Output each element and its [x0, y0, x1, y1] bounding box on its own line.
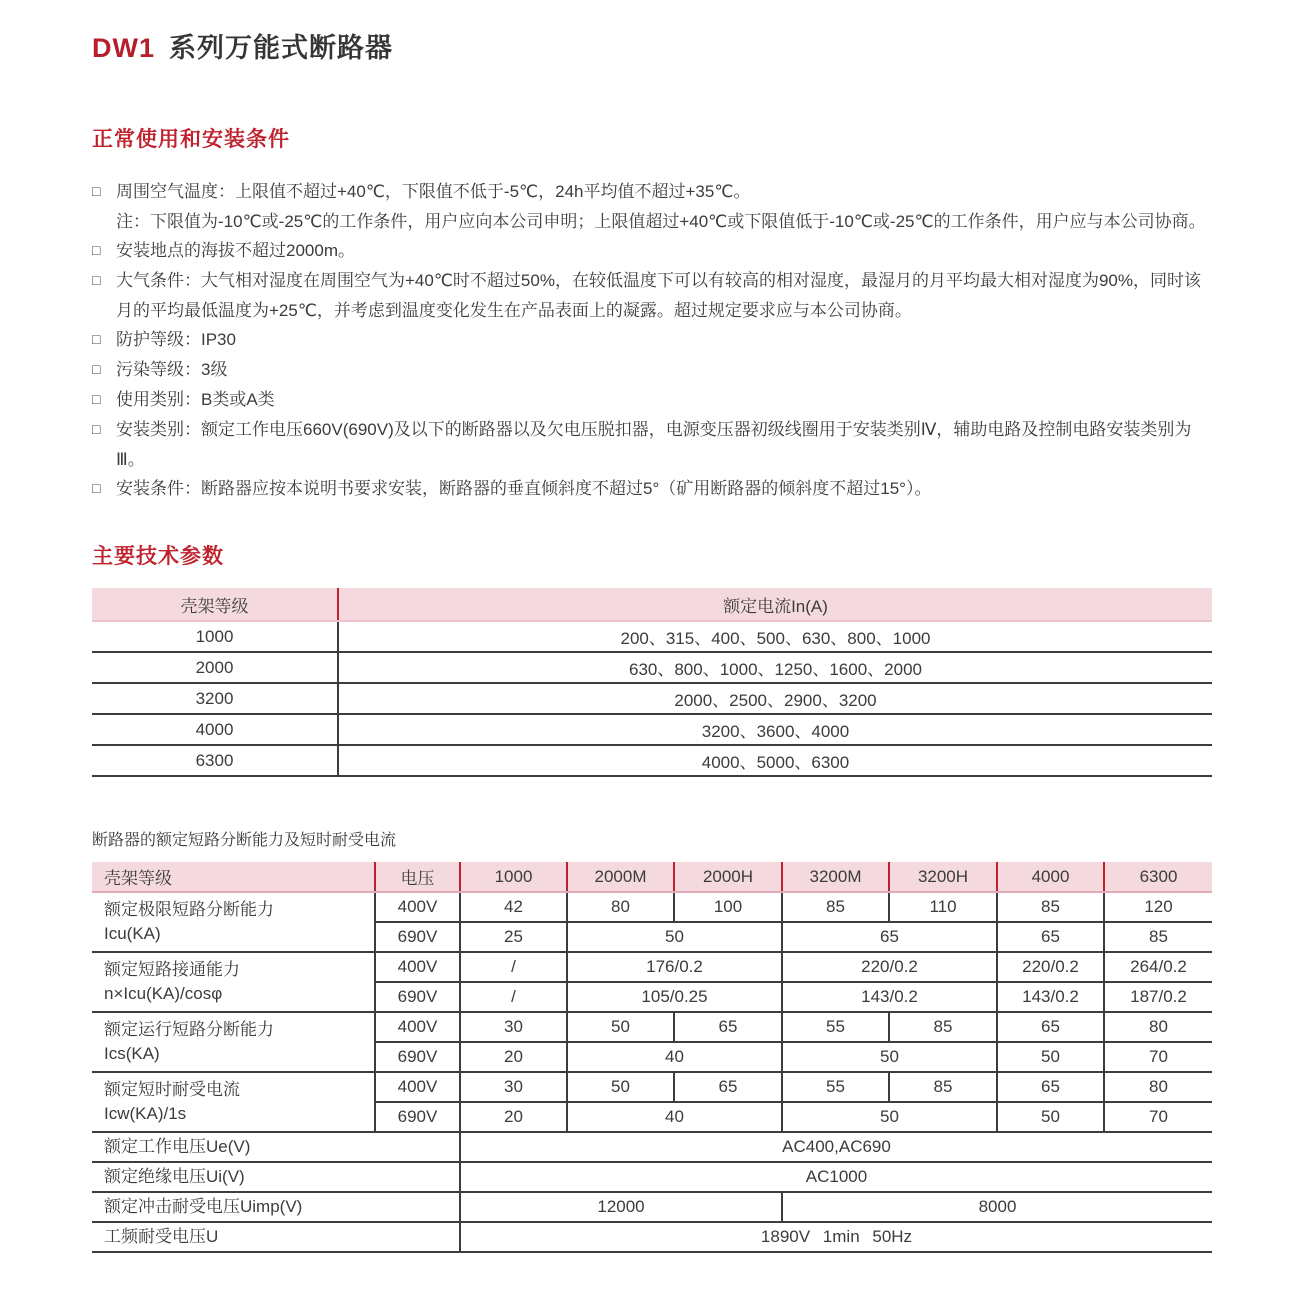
list-item — [92, 415, 1212, 474]
table-header-cell: 4000 — [997, 862, 1104, 892]
table-cell: 65 — [997, 922, 1104, 952]
frame-rating-table — [92, 588, 1212, 777]
list-item — [92, 355, 1212, 385]
table-header-cell: 电压 — [375, 862, 460, 892]
series-code: DW1 — [92, 33, 155, 63]
table-cell: 30 — [460, 1012, 567, 1042]
table-cell: 65 — [782, 922, 997, 952]
document-title — [92, 26, 1212, 65]
list-item-text: 污染等级：3级 — [116, 360, 228, 379]
table-cell: 65 — [997, 1012, 1104, 1042]
voltage-cell: 400V — [375, 952, 460, 982]
voltage-cell: 690V — [375, 922, 460, 952]
table-header-cell: 额定电流In(A) — [338, 588, 1212, 621]
row-label-line1: 额定短时耐受电流 — [104, 1080, 240, 1099]
table-cell: 100 — [674, 892, 782, 922]
table-cell: 30 — [460, 1072, 567, 1102]
row-label-cell — [92, 952, 375, 1012]
table-row — [92, 652, 1212, 683]
table-cell: 8000 — [782, 1192, 1212, 1222]
table-row — [92, 621, 1212, 652]
square-bullet-icon: □ — [92, 331, 101, 347]
table-cell: 105/0.25 — [567, 982, 782, 1012]
table-cell: 50 — [997, 1042, 1104, 1072]
square-bullet-icon: □ — [92, 183, 101, 199]
section-heading-usage: 正常使用和安装条件 — [92, 128, 290, 151]
list-item — [92, 236, 1212, 266]
table-cell: 85 — [889, 1072, 997, 1102]
table-cell: 25 — [460, 922, 567, 952]
table-cell: 42 — [460, 892, 567, 922]
table-cell: 1890V 1min 50Hz — [460, 1222, 1212, 1252]
list-item-note: 注：下限值为-10℃或-25℃的工作条件，用户应向本公司申明；上限值超过+40℃或下限值低于-10℃或-25℃的工作条件，用户应与本公司协商。 — [116, 212, 1206, 231]
table-cell: 220/0.2 — [997, 952, 1104, 982]
table-cell: 12000 — [460, 1192, 782, 1222]
table-cell: 50 — [782, 1042, 997, 1072]
table-cell: 4000 — [92, 714, 338, 745]
list-item-text: 安装条件：断路器应按本说明书要求安装，断路器的垂直倾斜度不超过5°（矿用断路器的倾斜度不超过15°）。 — [116, 479, 932, 498]
table-cell: 50 — [782, 1102, 997, 1132]
table-cell: 80 — [1104, 1072, 1212, 1102]
list-item-text: 周围空气温度：上限值不超过+40℃，下限值不低于-5℃，24h平均值不超过+35℃。 — [116, 182, 751, 201]
table-cell: 20 — [460, 1102, 567, 1132]
list-item-text: 安装类别：额定工作电压660V(690V)及以下的断路器以及欠电压脱扣器，电源变压器初级线圈用于安装类别Ⅳ，辅助电路及控制电路安装类别为Ⅲ。 — [116, 420, 1192, 469]
table-cell: 50 — [567, 1012, 674, 1042]
table-cell: 220/0.2 — [782, 952, 997, 982]
table-cell: 65 — [997, 1072, 1104, 1102]
list-item — [92, 177, 1212, 207]
table-header-cell: 3200H — [889, 862, 997, 892]
table-cell: 187/0.2 — [1104, 982, 1212, 1012]
voltage-cell: 690V — [375, 982, 460, 1012]
table-header-row — [92, 862, 1212, 892]
table-cell: 2000 — [92, 652, 338, 683]
table-cell: AC1000 — [460, 1162, 1212, 1192]
row-label-line1: 额定短路接通能力 — [104, 960, 240, 979]
table-row — [92, 745, 1212, 776]
table-header-cell: 2000M — [567, 862, 674, 892]
table-cell: 20 — [460, 1042, 567, 1072]
table-row — [92, 683, 1212, 714]
table-cell: 50 — [567, 1072, 674, 1102]
row-label-line2: Icw(KA)/1s — [104, 1104, 187, 1123]
table-cell: AC400,AC690 — [460, 1132, 1212, 1162]
table-header-cell: 壳架等级 — [92, 588, 338, 621]
table-header-row — [92, 588, 1212, 621]
voltage-cell: 400V — [375, 1012, 460, 1042]
table-cell: 3200 — [92, 683, 338, 714]
table-header-cell: 2000H — [674, 862, 782, 892]
table-cell: 264/0.2 — [1104, 952, 1212, 982]
usage-conditions-list — [92, 177, 1212, 504]
row-label-cell: 额定冲击耐受电压Uimp(V) — [92, 1192, 460, 1222]
list-item-text: 大气条件：大气相对湿度在周围空气为+40℃时不超过50%，在较低温度下可以有较高的相对湿度，最湿月的月平均最大相对湿度为90%，同时该月的平均最低温度为+25℃，并考虑到温度变化发生在产品表面上的凝露。超过规定要求应与本公司协商。 — [116, 271, 1201, 320]
square-bullet-icon: □ — [92, 391, 101, 407]
section-heading-parameters: 主要技术参数 — [92, 545, 224, 568]
voltage-cell: 400V — [375, 892, 460, 922]
list-item — [92, 385, 1212, 415]
list-item-text: 安装地点的海拔不超过2000m。 — [116, 241, 355, 260]
table-row — [92, 1192, 1212, 1222]
table-cell: 6300 — [92, 745, 338, 776]
square-bullet-icon: □ — [92, 361, 101, 377]
table-row — [92, 892, 1212, 922]
table-cell: 120 — [1104, 892, 1212, 922]
table-row — [92, 1072, 1212, 1102]
table-cell: 85 — [1104, 922, 1212, 952]
table-cell: 143/0.2 — [997, 982, 1104, 1012]
table-cell: 65 — [674, 1012, 782, 1042]
table-row — [92, 1012, 1212, 1042]
row-label-line2: n×Icu(KA)/cosφ — [104, 984, 223, 1003]
list-item — [92, 325, 1212, 355]
table-header-cell: 3200M — [782, 862, 889, 892]
table-row — [92, 1222, 1212, 1252]
table-cell: 143/0.2 — [782, 982, 997, 1012]
table-cell: 55 — [782, 1012, 889, 1042]
table-cell: 176/0.2 — [567, 952, 782, 982]
table-cell: 85 — [889, 1012, 997, 1042]
row-label-cell: 额定工作电压Ue(V) — [92, 1132, 460, 1162]
square-bullet-icon: □ — [92, 242, 101, 258]
table-row — [92, 952, 1212, 982]
list-item-text: 使用类别：B类或A类 — [116, 390, 275, 409]
row-label-cell — [92, 1072, 375, 1132]
breaking-capacity-caption: 断路器的额定短路分断能力及短时耐受电流 — [92, 832, 397, 849]
table-cell: 70 — [1104, 1042, 1212, 1072]
table-cell: 2000、2500、2900、3200 — [338, 683, 1212, 714]
table-cell: 85 — [782, 892, 889, 922]
voltage-cell: 690V — [375, 1102, 460, 1132]
row-label-line1: 额定运行短路分断能力 — [104, 1020, 274, 1039]
row-label-line1: 额定极限短路分断能力 — [104, 900, 274, 919]
table-cell: 65 — [674, 1072, 782, 1102]
row-label-cell — [92, 1012, 375, 1072]
table-header-cell: 6300 — [1104, 862, 1212, 892]
table-cell: 200、315、400、500、630、800、1000 — [338, 621, 1212, 652]
table-cell: 85 — [997, 892, 1104, 922]
table-cell: 40 — [567, 1042, 782, 1072]
row-label-line2: Ics(KA) — [104, 1044, 160, 1063]
square-bullet-icon: □ — [92, 272, 101, 288]
table-cell: 50 — [567, 922, 782, 952]
breaking-capacity-table — [92, 862, 1212, 1253]
table-header-cell: 1000 — [460, 862, 567, 892]
row-label-line2: Icu(KA) — [104, 924, 161, 943]
table-row — [92, 714, 1212, 745]
table-cell: 4000、5000、6300 — [338, 745, 1212, 776]
table-cell: 80 — [567, 892, 674, 922]
table-row — [92, 1162, 1212, 1192]
table-cell: / — [460, 952, 567, 982]
table-cell: / — [460, 982, 567, 1012]
table-row — [92, 1132, 1212, 1162]
list-item-text: 防护等级：IP30 — [116, 330, 236, 349]
table-cell: 55 — [782, 1072, 889, 1102]
row-label-cell — [92, 892, 375, 952]
square-bullet-icon: □ — [92, 480, 101, 496]
row-label-cell: 额定绝缘电压Ui(V) — [92, 1162, 460, 1192]
square-bullet-icon: □ — [92, 421, 101, 437]
voltage-cell: 690V — [375, 1042, 460, 1072]
series-name: 系列万能式断路器 — [169, 33, 393, 63]
table-cell: 80 — [1104, 1012, 1212, 1042]
table-cell: 40 — [567, 1102, 782, 1132]
table-cell: 630、800、1000、1250、1600、2000 — [338, 652, 1212, 683]
row-label-cell: 工频耐受电压U — [92, 1222, 460, 1252]
list-item — [92, 266, 1212, 325]
table-cell: 110 — [889, 892, 997, 922]
table-cell: 70 — [1104, 1102, 1212, 1132]
table-cell: 50 — [997, 1102, 1104, 1132]
table-cell: 3200、3600、4000 — [338, 714, 1212, 745]
voltage-cell: 400V — [375, 1072, 460, 1102]
table-cell: 1000 — [92, 621, 338, 652]
list-item — [92, 474, 1212, 504]
table-header-cell: 壳架等级 — [92, 862, 375, 892]
